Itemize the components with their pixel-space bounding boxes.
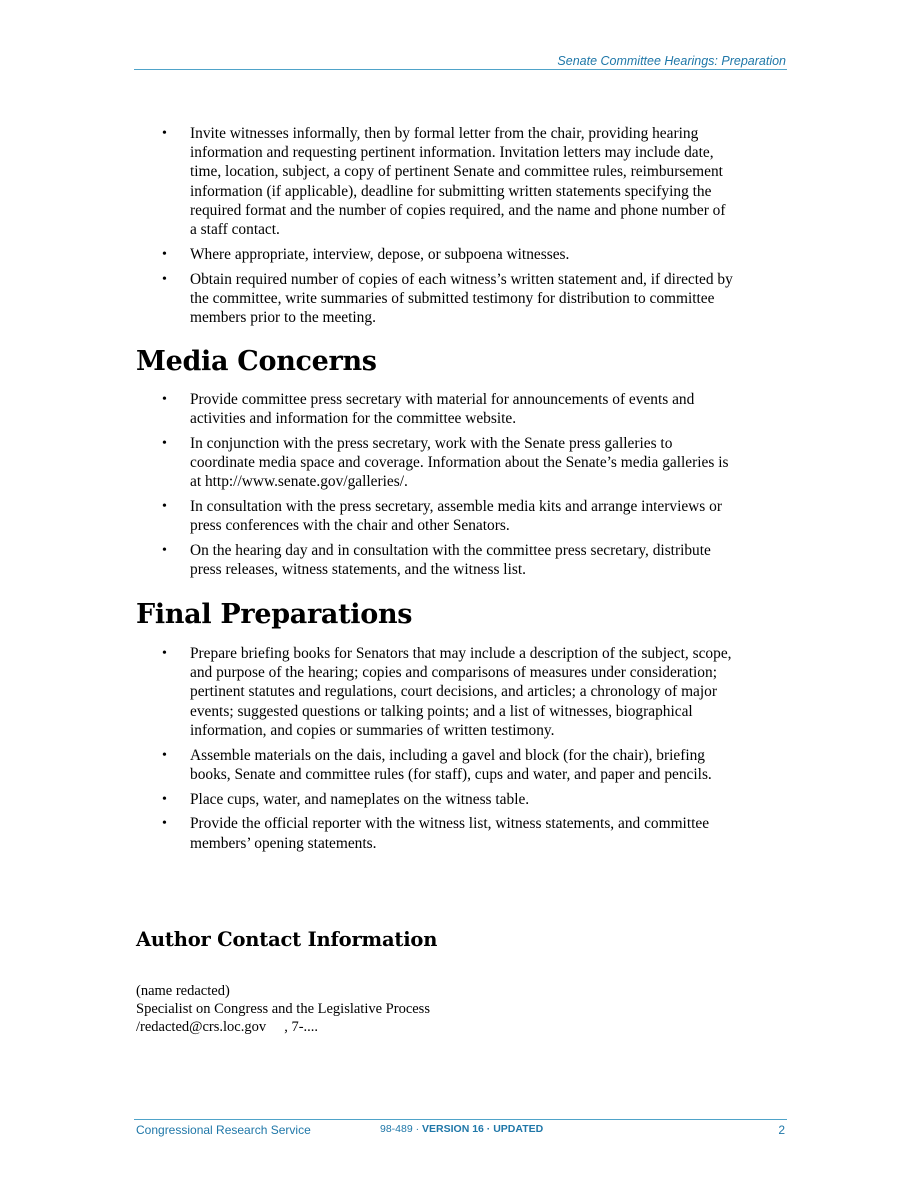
author-title: Specialist on Congress and the Legislative Process	[136, 1001, 430, 1017]
bullet-icon: •	[162, 646, 167, 661]
witness-bullet-list	[134, 124, 734, 333]
media-concerns-heading: Media Concerns	[136, 346, 377, 377]
list-item: • Place cups, water, and nameplates on the witness table.	[162, 790, 530, 808]
header-rule	[134, 69, 787, 70]
bullet-icon: •	[162, 436, 167, 451]
list-item: • Obtain required number of copies of each witness’s written statement and, if directed by the committee, write summaries of submitted testimony for distribution to committee members prior to the meeting.	[162, 270, 733, 327]
footer-version: VERSION 16 · UPDATED	[422, 1123, 544, 1135]
bullet-icon: •	[162, 499, 167, 515]
bullet-icon: •	[162, 271, 167, 287]
author-contact-block	[136, 982, 430, 1036]
list-item: • Invite witnesses informally, then by formal letter from the chair, providing hearing information and requesting pertinent information. Invitation letters may include date, time, location, subject, a copy of pertinent Senate and committee rules, reimbursement information (if applicable), deadline for submitting written statements specifying the required format and the number of copies required, and the name and phone number of a staff contact.	[162, 125, 726, 239]
bullet-icon: •	[162, 543, 167, 559]
bullet-icon: •	[162, 246, 167, 262]
bullet-icon: •	[162, 791, 167, 807]
bullet-icon: •	[162, 392, 167, 407]
page-number: 2	[778, 1123, 785, 1137]
final-bullet-list	[134, 644, 734, 858]
list-item: • In consultation with the press secretary, assemble media kits and arrange interviews or press conferences with the chair and other Senators.	[162, 498, 722, 535]
list-item: • Prepare briefing books for Senators that may include a description of the subject, scope, and purpose of the hearing; copies and comparisons of measures under consideration; pertinent statutes and regulations, court decisions, and articles; a chronology of major events; suggested questions or talking points; and a list of witnesses, biographical information, and copies or summaries of written testimony.	[162, 645, 732, 739]
bullet-icon: •	[162, 816, 167, 832]
bullet-icon: •	[162, 126, 167, 141]
bullet-icon: •	[162, 747, 167, 763]
author-name: (name redacted)	[136, 983, 230, 999]
footer-rule	[134, 1119, 787, 1120]
final-preparations-heading: Final Preparations	[136, 599, 413, 630]
list-item: • Where appropriate, interview, depose, or subpoena witnesses.	[162, 245, 570, 263]
author-contact-heading: Author Contact Information	[136, 928, 438, 951]
list-item: • On the hearing day and in consultation with the committee press secretary, distribute press releases, witness statements, and the witness list.	[162, 542, 711, 579]
footer-report-number: 98-489 · VERSION 16 · UPDATED	[380, 1123, 544, 1135]
list-item: • Assemble materials on the dais, including a gavel and block (for the chair), briefing books, Senate and committee rules (for staff), cups and water, and paper and pencils.	[162, 746, 712, 783]
footer-organization: Congressional Research Service	[136, 1123, 311, 1137]
media-bullet-list	[134, 390, 734, 585]
list-item: • Provide the official reporter with the witness list, witness statements, and committee members’ opening statements.	[162, 815, 710, 852]
list-item: • In conjunction with the press secretary, work with the Senate press galleries to coordinate media space and coverage. Information about the Senate’s media galleries is at http://www.senate.gov/galleries/.	[162, 435, 729, 491]
author-email-phone: /redacted@crs.loc.gov , 7-....	[136, 1019, 319, 1035]
list-item: • Provide committee press secretary with material for announcements of events and activities and information for the committee website.	[162, 391, 695, 428]
running-header: Senate Committee Hearings: Preparation	[557, 54, 786, 68]
